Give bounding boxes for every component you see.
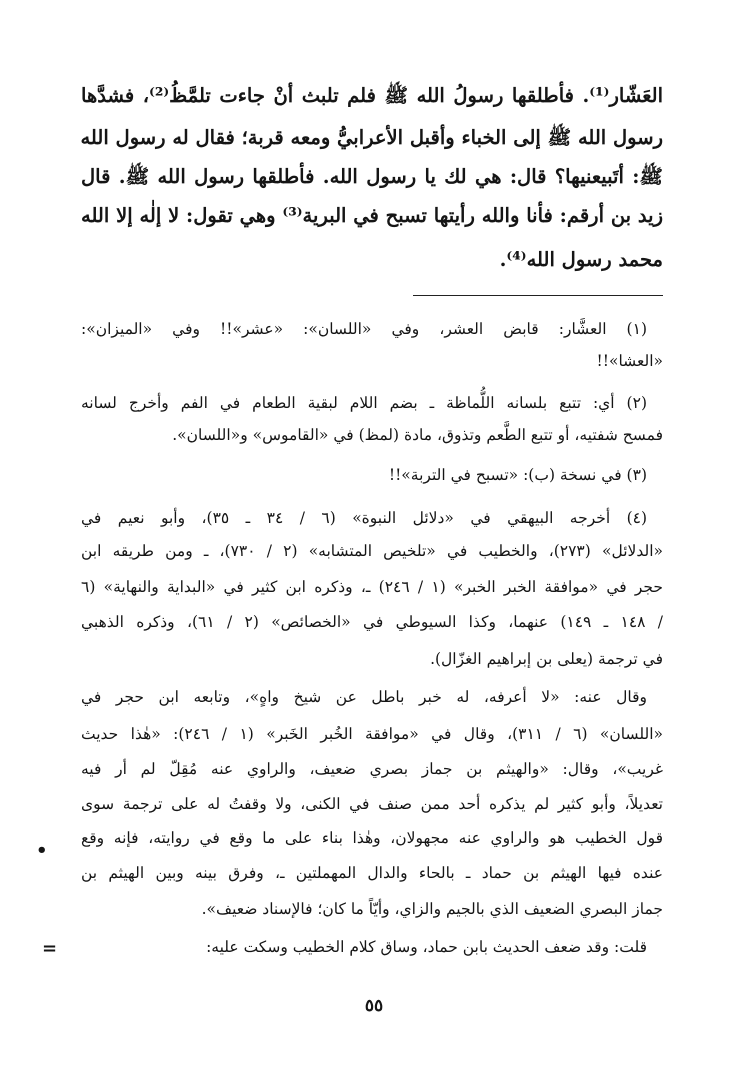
body-line-1: العَشّار⁽¹⁾. فأطلقها رسولُ الله ﷺ فلم تلبث أنْ جاءت تلمَّظُ⁽²⁾، فشدَّها xyxy=(81,84,663,107)
body-line-4: زيد بن أرقم: فأنا والله رأيتها تسبح في البرية⁽³⁾ وهي تقول: لا إلٰه إلا الله xyxy=(81,204,664,227)
footnote-4-para2-line-4: تعديلاً، وأبو كثير لم يذكره أحد ممن صنف في الكنى، ولا وقفتُ له على ترجمة سوى xyxy=(81,795,663,813)
footnote-1-line-1: (١) العشَّار: قابض العشر، وفي «اللسان»: «عشر»!! وفي «الميزان»: xyxy=(81,320,647,338)
footnote-4-para2-line-5: قول الخطيب هو والراوي عنه مجهولان، وهٰذا بناء على ما وقع في روايته، فإنه وقع xyxy=(81,829,663,847)
footnote-4-para2-line-6: عنده فيها الهيثم بن حماد ـ بالحاء والدال المهملتين ـ، وفرق بينه وبين الهيثم بن xyxy=(81,864,663,882)
footnote-4-para2-line-1: وقال عنه: «لا أعرفه، له خبر باطل عن شيخ واهٍ»، وتابعه ابن حجر في xyxy=(81,688,647,706)
body-line-2: رسول الله ﷺ إلى الخباء وأقبل الأعرابيُّ ومعه قربة؛ فقال له رسول الله xyxy=(80,126,663,149)
body-line-3: ﷺ: أتَبيعنيها؟ قال: هي لك يا رسول الله. فأطلقها رسول الله ﷺ. قال xyxy=(81,165,663,188)
footnote-4-para2-line-3: غريب»، وقال: «والهيثم بن جماز بصري ضعيف، والراوي عنه مُقِلّ لم أر فيه xyxy=(81,760,663,778)
page-number: ٥٥ xyxy=(364,996,384,1016)
footnote-4-para3-line-1: قلت: وقد ضعف الحديث بابن حماد، وساق كلام الخطيب وسكت عليه: xyxy=(206,938,647,956)
footnote-separator xyxy=(413,295,663,296)
footnote-2-line-2: فمسح شفتيه، أو تتبع الطَّعم وتذوق، مادة (لمظ) في «القاموس» و«اللسان». xyxy=(172,426,663,444)
continuation-mark: = xyxy=(42,938,58,959)
footnote-2-line-1: (٢) أي: تتبع بلسانه اللُّماظة ـ بضم اللام لبقية الطعام في الفم وأخرج لسانه xyxy=(81,394,647,412)
margin-dot-mark: • xyxy=(36,840,48,861)
footnote-4-para2-line-2: «اللسان» (٦ / ٣١١)، وقال في «موافقة الخُبر الخَبر» (١ / ٢٤٦): «هٰذا حديث xyxy=(81,725,663,743)
footnote-4-para2-line-7: جماز البصري الضعيف الذي بالجيم والزاي، وأيّاً ما كان؛ فالإسناد ضعيف». xyxy=(201,900,663,918)
footnote-4-line-2: «الدلائل» (٢٧٣)، والخطيب في «تلخيص المتشابه» (٢ / ٧٣٠)، ـ ومن طريقه ابن xyxy=(81,542,663,560)
footnote-4-line-3: حجر في «موافقة الخبر الخبر» (١ / ٢٤٦) ـ، وذكره ابن كثير في «البداية والنهاية» (٦ xyxy=(81,578,664,596)
footnote-4-line-5: في ترجمة (يعلى بن إبراهيم الغزّال). xyxy=(430,650,663,668)
footnote-1-line-2: «العشا»!! xyxy=(596,352,663,370)
footnote-3: (٣) في نسخة (ب): «تسبح في التربة»!! xyxy=(388,466,647,484)
body-line-5: محمد رسول الله⁽⁴⁾. xyxy=(499,248,663,271)
footnote-4-line-1: (٤) أخرجه البيهقي في «دلائل النبوة» (٦ / ٣٤ ـ ٣٥)، وأبو نعيم في xyxy=(81,509,648,527)
footnote-4-line-4: / ١٤٨ ـ ١٤٩) عنهما، وكذا السيوطي في «الخصائص» (٢ / ٦١)، وذكره الذهبي xyxy=(81,613,664,631)
